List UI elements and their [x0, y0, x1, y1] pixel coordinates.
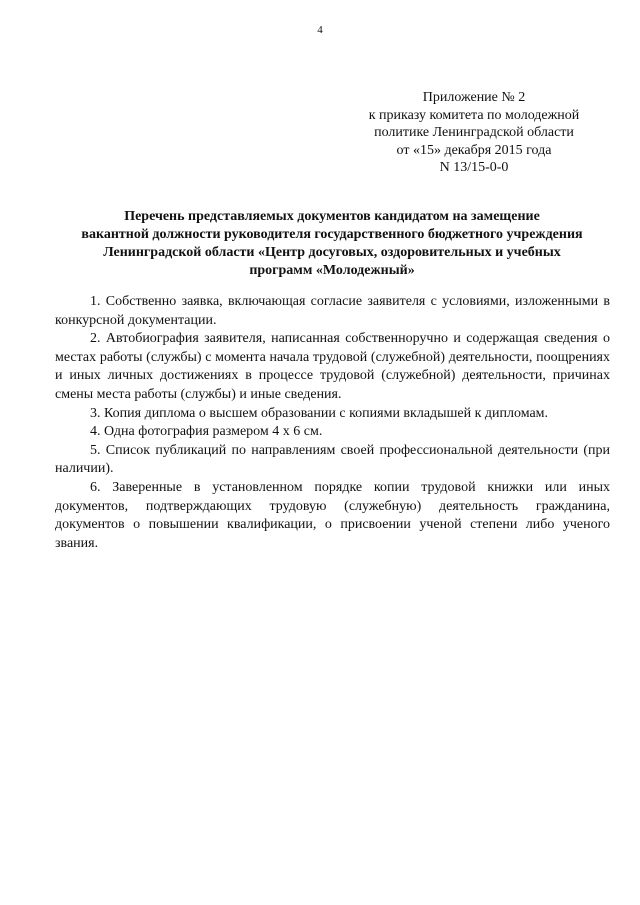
- title-line: Ленинградской области «Центр досуговых, оздоровительных и учебных: [103, 245, 561, 260]
- list-item: 2. Автобиография заявителя, написанная собственноручно и содержащая сведения о местах работы (службы) с момента начала трудовой (служебной) деятельности, поощрениях и иных личных достижениях в процессе трудовой (служебной) деятельности, причинах смены места работы (службы) и иные сведения.: [55, 331, 610, 402]
- list-item: 4. Одна фотография размером 4 х 6 см.: [90, 424, 323, 440]
- appendix-header: [340, 89, 608, 177]
- title-line: Перечень представляемых документов кандидатом на замещение: [124, 209, 540, 224]
- appendix-line: Приложение № 2: [422, 90, 526, 105]
- title-line: программ «Молодежный»: [249, 263, 415, 278]
- list-item: 5. Список публикаций по направлениям своей профессиональной деятельности (при наличии).: [55, 442, 610, 477]
- page-number: 4: [317, 24, 323, 36]
- title-line: вакантной должности руководителя государственного бюджетного учреждения: [81, 227, 583, 242]
- document-list: [55, 293, 610, 553]
- document-title: [52, 208, 612, 280]
- appendix-line: N 13/15-0-0: [439, 160, 509, 175]
- appendix-line: от «15» декабря 2015 года: [396, 142, 552, 158]
- list-item: 1. Собственно заявка, включающая согласие заявителя с условиями, изложенными в конкурсной документации.: [55, 294, 610, 328]
- appendix-line: политике Ленинградской области: [374, 125, 574, 140]
- appendix-line: к приказу комитета по молодежной: [368, 107, 580, 123]
- list-item: 3. Копия диплома о высшем образовании с копиями вкладышей к дипломам.: [90, 405, 549, 421]
- list-item: 6. Заверенные в установленном порядке копии трудовой книжки или иных документов, подтверждающих трудовую (служебную) деятельность гражданина, документов о повышении квалификации, о присвоении ученой степени либо ученого звания.: [55, 479, 610, 551]
